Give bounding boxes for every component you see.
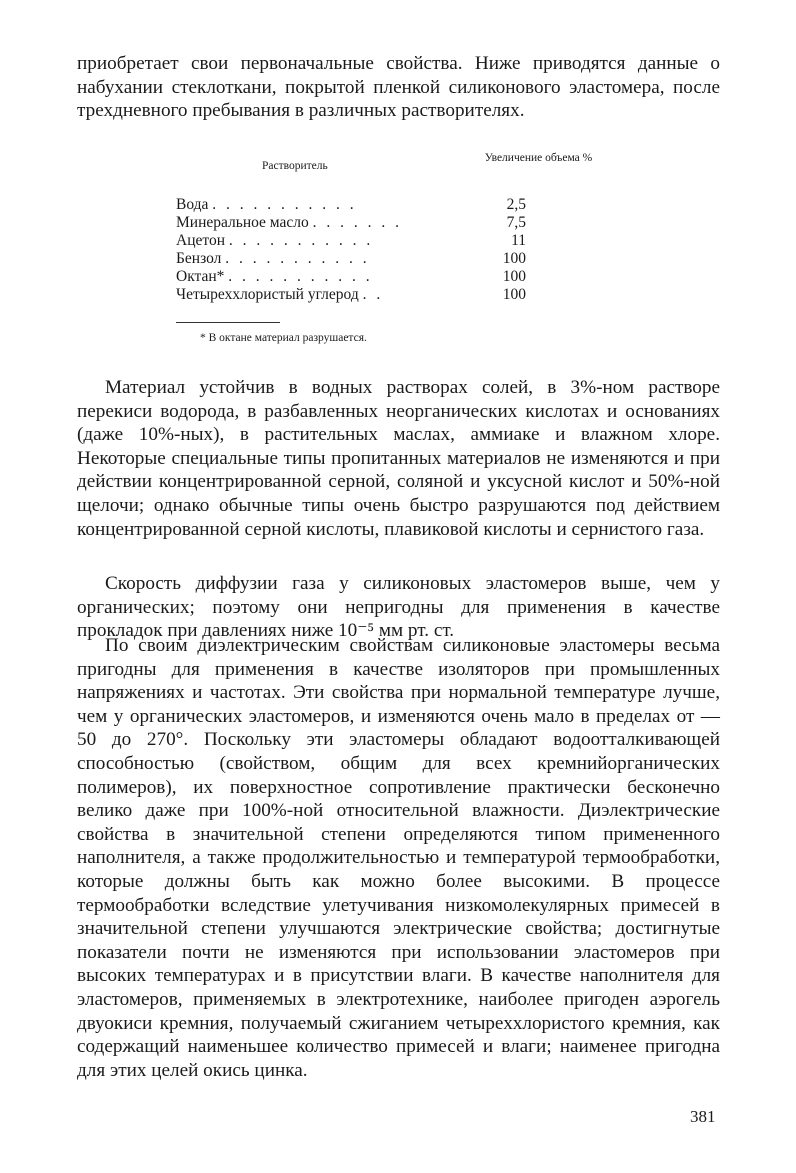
solvent-name: Вода [176,196,209,213]
body-paragraph: Материал устойчив в водных растворах солей, в 3%-ном растворе перекиси водорода, в разбавленных неорганических кислотах и основаниях (даже 10%-ных), в растительных маслах, аммиаке и влажном хлоре. Некоторые специальные типы пропитанных материалов не изменяются и при действии концентрированной серной, соляной и уксусной кислот и 50%-ной щелочи; однако обычные типы очень быстро разрушаются под действием концентрированной серной кислоты, плавиковой кислоты и сернистого газа. [77,377,720,540]
footnote: * В октане материал разрушается. [200,332,367,344]
solvent-name: Октан* [176,268,225,285]
volume-increase-value: 7,5 [506,214,526,231]
table-row: Бензол . . . . . . . . . . . 100 [176,250,576,268]
table-row: Минеральное масло . . . . . . . 7,5 [176,214,576,232]
table-header-volume-increase: Увеличение объема % [484,152,593,164]
solvent-name: Бензол [176,250,222,267]
volume-increase-value: 11 [511,232,526,249]
solvent-name: Четыреххлористый углерод [176,286,359,303]
solvent-name: Ацетон [176,232,225,249]
volume-increase-value: 2,5 [506,196,526,213]
table-row: Октан* . . . . . . . . . . . 100 [176,268,576,286]
volume-increase-value: 100 [502,286,526,303]
table-row: Четыреххлористый углерод . . 100 [176,286,576,304]
body-paragraph: По своим диэлектрическим свойствам силиконовые эластомеры весьма пригодны для применения в качестве изоляторов при промышленных напряжениях и частотах. Эти свойства при нормальной температуре лучше, чем у органических эластомеров, и изменяются очень мало в пределах от —50 до 270°. Поскольку эти эластомеры обладают водоотталкивающей способностью (свойством, общим для всех кремнийорганических полимеров), их поверхностное сопротивление практически бесконечно велико даже при 100%-ной относительной влажности. Диэлектрические свойства в значительной степени определяются типом примененного наполнителя, а также продолжительностью и температурой термообработки, которые должны быть как можно более высокими. В процессе термообработки вследствие улетучивания низкомолекулярных примесей в значительной степени улучшаются электрические свойства; достигнутые показатели почти не изменяются при использовании эластомеров при высоких температурах и в присутствии влаги. В качестве наполнителя для эластомеров, применяемых в электротехнике, наиболее пригоден аэрогель двуокиси кремния, получаемый сжиганием четыреххлористого кремния, как содержащий наименьшее количество примесей и влаги; наименее пригодна для этих целей окись цинка. [77,635,720,1081]
volume-increase-value: 100 [502,268,526,285]
body-paragraph: Скорость диффузии газа у силиконовых эластомеров выше, чем у органических; поэтому они непригодны для применения в качестве прокладок при давлениях ниже 10⁻⁵ мм рт. ст. [77,573,720,642]
table-row: Ацетон . . . . . . . . . . . 11 [176,232,576,250]
solvent-name: Минеральное масло [176,214,309,231]
table-rows [176,196,576,304]
footnote-rule [176,322,280,323]
table-row: Вода . . . . . . . . . . . 2,5 [176,196,576,214]
intro-paragraph: приобретает свои первоначальные свойства. Ниже приводятся данные о набухании стеклоткани, покрытой пленкой силиконового эластомера, после трехдневного пребывания в различных растворителях. [77,53,720,122]
table-header-solvent: Растворитель [262,160,328,172]
page-number: 381 [690,1107,716,1126]
volume-increase-value: 100 [502,250,526,267]
